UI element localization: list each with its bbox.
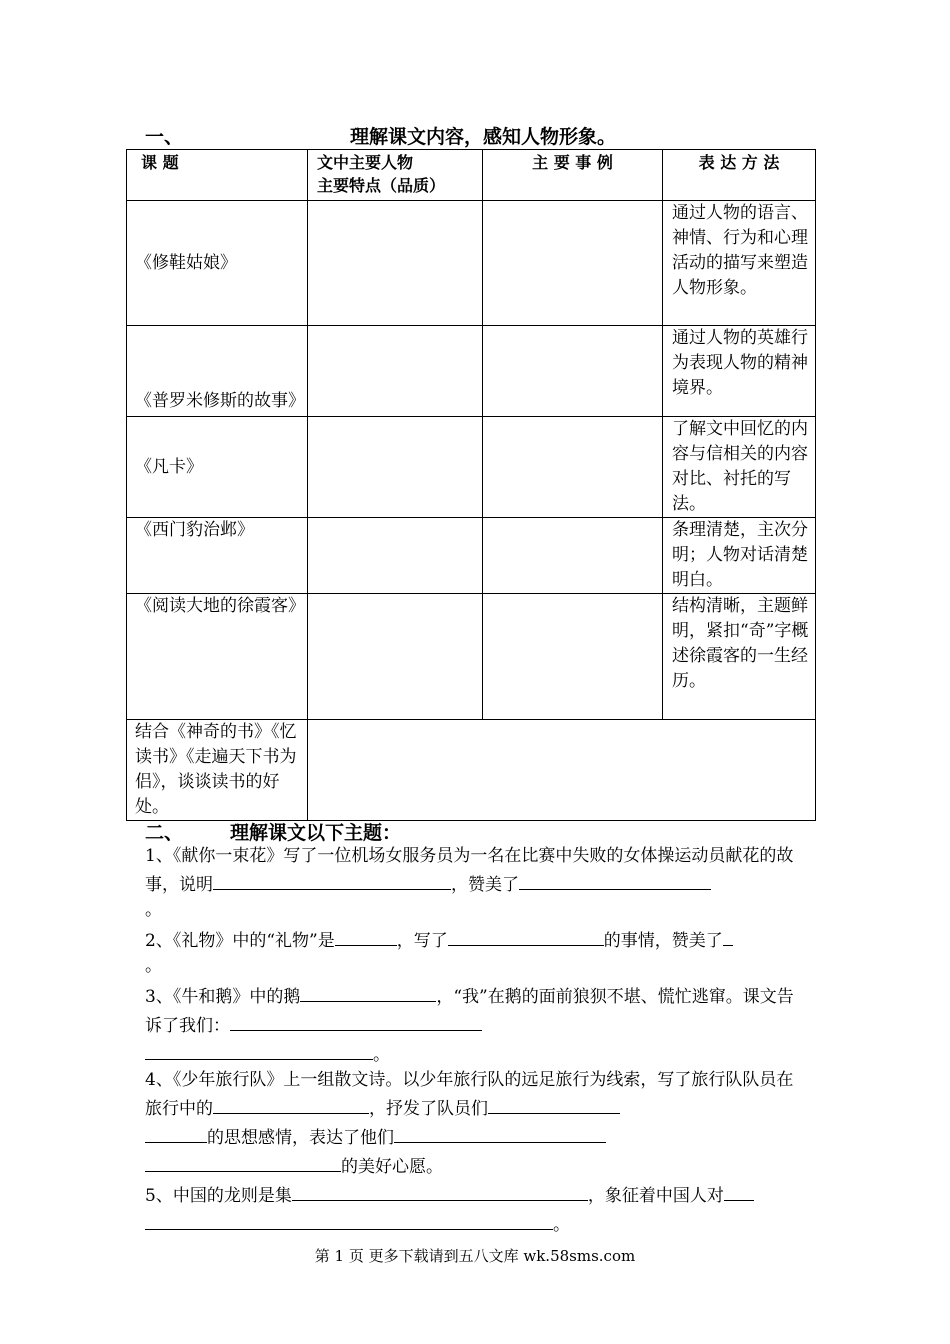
q5-text-b: ，象征着中国人对 [587,1186,724,1206]
table-row [127,326,816,417]
q3-blank-1[interactable] [300,981,436,1002]
q2-blank-1[interactable] [335,925,397,946]
question-3 [145,981,810,1068]
row-events-cell[interactable] [483,417,663,518]
q4-text-a: 4、《少年旅行队》上一组散文诗。以少年旅行队的远足旅行为线索，写了旅行队队员在旅行中的 [145,1070,794,1119]
q4-text-c: 的思想感情，表达了他们 [207,1128,394,1148]
q4-blank-1[interactable] [213,1093,369,1114]
reading-answer-cell[interactable] [308,720,816,821]
q3-text-a: 3、《牛和鹅》中的鹅 [145,987,301,1007]
q5-blank-2[interactable] [724,1180,754,1201]
q4-blank-4[interactable] [394,1122,606,1143]
q2-blank-2[interactable] [448,925,604,946]
table-row [127,201,816,326]
row-character-cell[interactable] [308,201,483,326]
q5-blank-1[interactable] [292,1180,588,1201]
q2-text-c: 的事情，赞美了 [603,931,723,951]
q1-blank-2[interactable] [519,869,711,890]
q3-text-c: 。 [373,1045,390,1065]
q1-text-b: ，赞美了 [451,875,519,895]
row-method: 结构清晰，主题鲜明，紧扣“奇”字概述徐霞客的一生经历。 [663,594,816,720]
page-footer: 第 1 页 更多下载请到五八文库 wk.58sms.com [314,1247,636,1265]
section2-title: 理解课文以下主题： [230,822,402,844]
q2-text-a: 2、《礼物》中的“礼物”是 [145,931,335,951]
row-events-cell[interactable] [483,594,663,720]
header-method: 表 达 方 法 [663,150,816,201]
q4-blank-2[interactable] [488,1093,620,1114]
row-title: 《凡卡》 [127,417,308,518]
q5-text-a: 5、中国的龙则是集 [145,1186,292,1206]
row-title: 《阅读大地的徐霞客》 [127,594,308,720]
section2-number: 二、 [145,822,184,844]
row-title: 《西门豹治邺》 [127,518,308,594]
row-method: 条理清楚，主次分明；人物对话清楚明白。 [663,518,816,594]
row-method: 通过人物的语言、神情、行为和心理活动的描写来塑造人物形象。 [663,201,816,326]
row-title: 《普罗米修斯的故事》 [127,326,308,417]
q4-text-b: ，抒发了队员们 [369,1099,488,1119]
row-method: 了解文中回忆的内容与信相关的内容对比、衬托的写法。 [663,417,816,518]
q4-blank-5[interactable] [145,1151,341,1172]
reading-prompt: 结合《神奇的书》《忆读书》《走遍天下书为侣》，谈谈读书的好处。 [127,720,308,821]
q2-blank-3[interactable] [723,925,733,946]
row-character-cell[interactable] [308,417,483,518]
row-method: 通过人物的英雄行为表现人物的精神境界。 [663,326,816,417]
header-title: 课 题 [127,150,308,201]
q5-text-c: 。 [553,1215,570,1235]
q2-text-d: 。 [145,956,162,976]
q3-blank-3[interactable] [145,1039,373,1060]
q1-text-a: 1、《献你一束花》写了一位机场女服务员为一名在比赛中失败的女体操运动员献花的故事，说明 [145,846,794,895]
q1-blank-1[interactable] [213,869,451,890]
q1-text-c: 。 [145,900,162,920]
table-header-row [127,150,816,201]
row-events-cell[interactable] [483,326,663,417]
q4-blank-3[interactable] [145,1122,207,1143]
table-row [127,417,816,518]
question-5 [145,1180,810,1238]
header-character-text: 文中主要人物 主要特点（品质） [317,153,446,195]
row-character-cell[interactable] [308,594,483,720]
question-4 [145,1068,810,1180]
table-row [127,518,816,594]
q3-text-b: ，“我”在鹅的面前狼狈不堪、慌忙逃窜。课文告诉了我们： [145,987,794,1036]
character-analysis-table [126,149,816,821]
table-row [127,594,816,720]
row-events-cell[interactable] [483,518,663,594]
header-character [308,150,483,201]
row-character-cell[interactable] [308,518,483,594]
question-1 [145,844,810,923]
section1-number: 一、 [145,126,184,148]
row-events-cell[interactable] [483,201,663,326]
row-title: 《修鞋姑娘》 [127,201,308,326]
row-character-cell[interactable] [308,326,483,417]
header-events: 主 要 事 例 [483,150,663,201]
q2-text-b: ，写了 [396,931,448,951]
question-2 [145,925,810,979]
q3-blank-2[interactable] [230,1010,482,1031]
questions-block [145,844,810,1238]
table-row-reading [127,720,816,821]
section1-title: 理解课文内容，感知人物形象。 [350,126,617,148]
q5-blank-3[interactable] [145,1209,553,1230]
q4-text-d: 的美好心愿。 [341,1157,443,1177]
